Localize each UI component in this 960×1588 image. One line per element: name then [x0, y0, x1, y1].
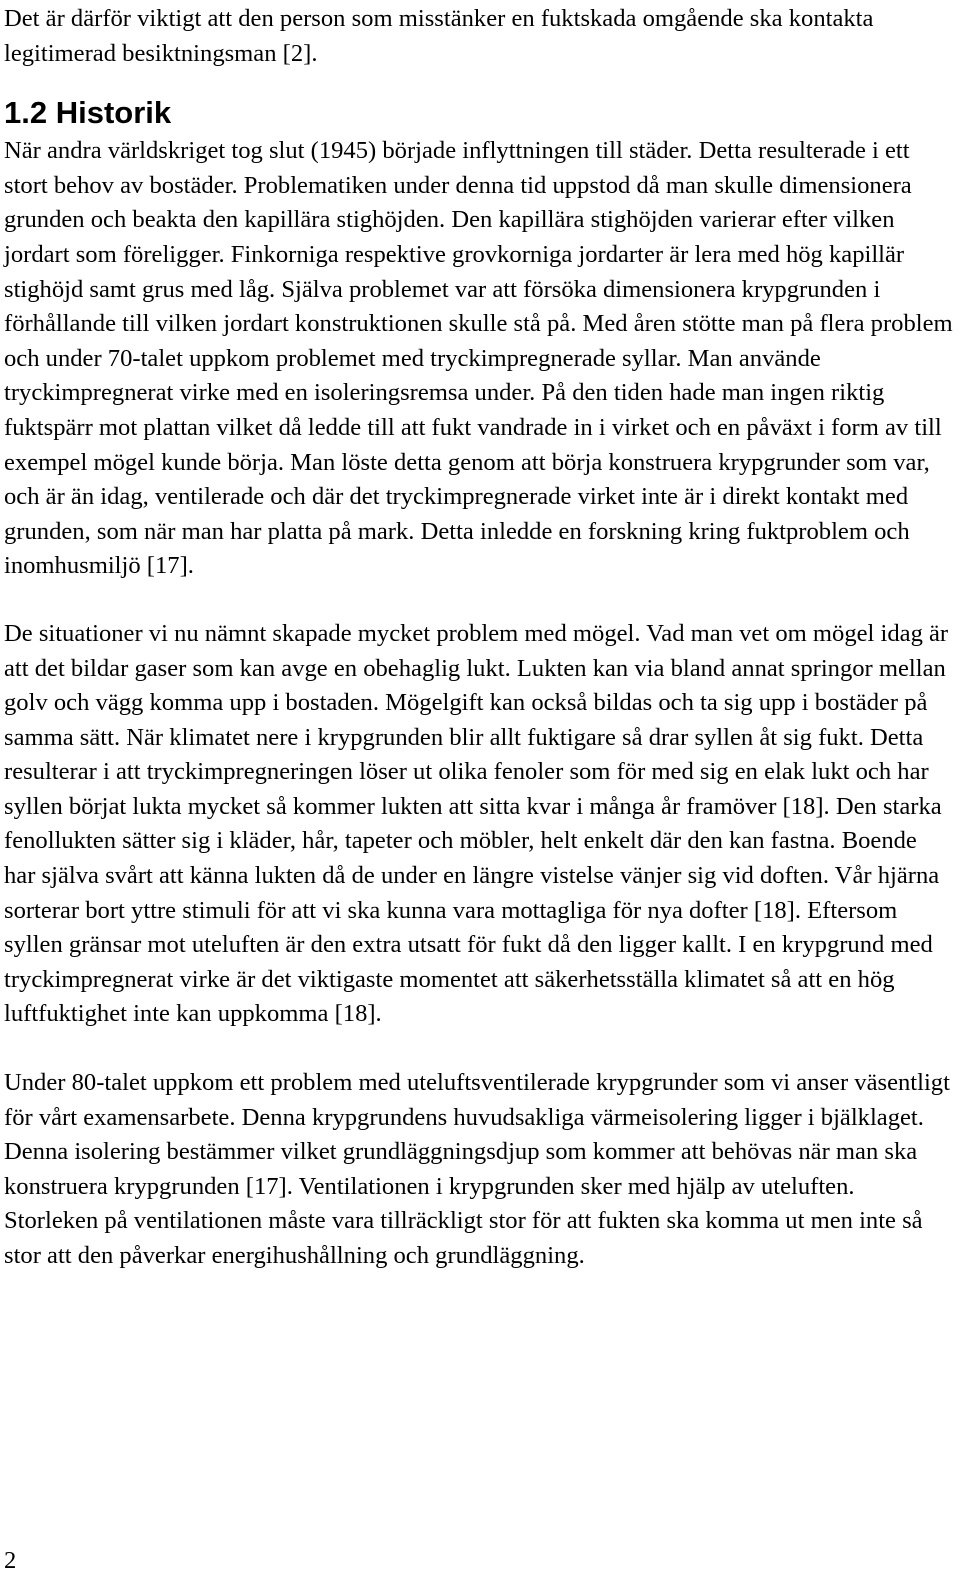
intro-paragraph: Det är därför viktigt att den person som misstänker en fuktskada omgående ska kontakta legitimerad besiktningsman [2]. — [4, 5, 874, 67]
body-paragraph: De situationer vi nu nämnt skapade mycket problem med mögel. Vad man vet om mögel idag är att det bildar gaser som kan avge en obehaglig lukt. Lukten kan via bland annat springor mellan golv och vägg komma upp i bostaden. Mögelgift kan också bildas och ta sig upp i bostäder på samma sätt. När klimatet nere i krypgrunden blir allt fuktigare så drar syllen åt sig fukt. Detta resulterar i att tryckimpregneringen löser ut olika fenoler som för med sig en elak lukt och har syllen börjat lukta mycket så kommer lukten att sitta kvar i många år framöver [18]. Den starka fenollukten sätter sig i kläder, hår, tapeter och möbler, helt enkelt där den kan fastna. Boende har själva svårt att känna lukten då de under en längre vistelse vänjer sig vid doften. Vår hjärna sorterar bort yttre stimuli för att vi ska kunna vara mottagliga för nya dofter [18]. Eftersom syllen gränsar mot uteluften är den extra utsatt för fukt då den ligger kallt. I en krypgrund med tryckimpregnerat virke är det viktigaste momentet att säkerhetsställa klimatet så att en hög luftfuktighet inte kan uppkomma [18]. — [4, 619, 949, 1028]
document-page — [4, 0, 954, 1274]
body-paragraph: När andra världskriget tog slut (1945) började inflyttningen till städer. Detta resulterade i ett stort behov av bostäder. Problematiken under denna tid uppstod då man skulle dimensionera grunden och beakta den kapillära stighöjden. Den kapillära stighöjden varierar efter vilken jordart som föreligger. Finkorniga respektive grovkorniga jordarter är lera med hög kapillär stighöjd samt grus med låg. Själva problemet var att försöka dimensionera krypgrunden i förhållande till vilken jordart konstruktionen skulle stå på. Med åren stötte man på flera problem och under 70-talet uppkom problemet med tryckimpregnerade syllar. Man använde tryckimpregnerat virke med en isoleringsremsa under. På den tiden hade man ingen riktig fuktspärr mot plattan vilket då ledde till att fukt vandrade in i virket och en påväxt i form av till exempel mögel kunde börja. Man löste detta genom att börja konstruera krypgrunder som var, och är än idag, ventilerade och där det tryckimpregnerade virket inte är i direkt kontakt med grunden, som när man har platta på mark. Detta inledde en forskning kring fuktproblem och inomhusmiljö [17]. — [4, 137, 953, 580]
section-heading: 1.2 Historik — [4, 95, 172, 131]
page-number: 2 — [4, 1547, 17, 1574]
body-paragraph: Under 80-talet uppkom ett problem med uteluftsventilerade krypgrunder som vi anser väsentligt för vårt examensarbete. Denna krypgrundens huvudsakliga värmeisolering ligger i bjälklaget. Denna isolering bestämmer vilket grundläggningsdjup som kommer att behövas när man ska konstruera krypgrunden [17]. Ventilationen i krypgrunden sker med hjälp av uteluften. Storleken på ventilationen måste vara tillräckligt stor för att fukten ska komma ut men inte så stor att den påverkar energihushållning och grundläggning. — [4, 1069, 950, 1269]
